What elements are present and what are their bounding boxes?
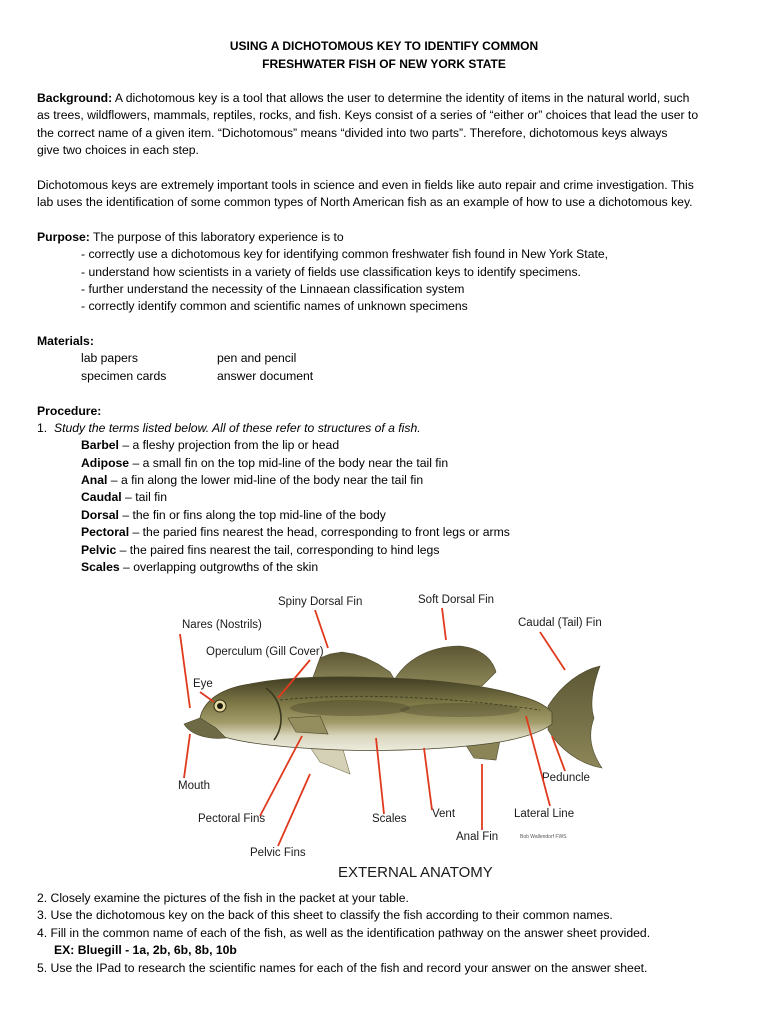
- materials-item: pen and pencil: [217, 351, 297, 365]
- label-mouth: Mouth: [178, 780, 210, 792]
- label-vent: Vent: [432, 808, 456, 820]
- procedure-step-3: 3. Use the dichotomous key on the back of this sheet to classify the fish according to their common names.: [37, 908, 613, 922]
- term-adipose: Adipose – a small fin on the top mid-line of the body near the tail fin: [81, 456, 449, 470]
- background-line-4: give two choices in each step.: [37, 143, 199, 157]
- term-barbel: Barbel – a fleshy projection from the lip or head: [81, 438, 340, 452]
- label-operculum: Operculum (Gill Cover): [206, 646, 324, 658]
- background-label: Background:: [37, 91, 113, 105]
- label-nares: Nares (Nostrils): [182, 619, 262, 631]
- term-pelvic: Pelvic – the paired fins nearest the tail, corresponding to hind legs: [81, 543, 440, 557]
- label-soft-dorsal: Soft Dorsal Fin: [418, 594, 495, 606]
- procedure-step-1: 1. Study the terms listed below. All of these refer to structures of a fish.: [37, 421, 421, 435]
- background-line-2: as trees, wildflowers, mammals, reptiles, rocks, and fish. Keys consist of a series of “either or” choices that lead the user to: [37, 108, 699, 122]
- procedure-label: Procedure:: [37, 404, 102, 418]
- caudal-fin-shape: [548, 666, 602, 768]
- purpose-heading: Purpose: The purpose of this laboratory experience is to: [37, 230, 344, 244]
- procedure-step-2: 2. Closely examine the pictures of the fish in the packet at your table.: [37, 891, 409, 905]
- purpose-item: - correctly identify common and scientific names of unknown specimens: [81, 299, 468, 313]
- materials-item: lab papers: [81, 351, 138, 365]
- procedure-step-5: 5. Use the IPad to research the scientific names for each of the fish and record your answer on the answer sheet.: [37, 961, 648, 975]
- materials-label: Materials:: [37, 334, 94, 348]
- figure-credit: Bob Wallendorf FWS: [520, 834, 567, 840]
- procedure-example: EX: Bluegill - 1a, 2b, 6b, 8b, 10b: [54, 943, 237, 957]
- intro-line-2: lab uses the identification of some common types of North American fish as an example of how to use a dichotomous key.: [37, 195, 693, 209]
- fish-anatomy-figure: [170, 588, 610, 886]
- intro-line-1: Dichotomous keys are extremely important tools in science and even in fields like auto repair and crime investigation. This: [37, 178, 694, 192]
- label-eye: Eye: [193, 678, 213, 690]
- label-pectoral: Pectoral Fins: [198, 813, 266, 825]
- term-scales: Scales – overlapping outgrowths of the skin: [81, 560, 319, 574]
- label-spiny-dorsal: Spiny Dorsal Fin: [278, 596, 363, 608]
- procedure-step-4: 4. Fill in the common name of each of the fish, as well as the identification pathway on the answer sheet provided.: [37, 926, 651, 940]
- label-caudal: Caudal (Tail) Fin: [518, 617, 602, 629]
- term-caudal: Caudal – tail fin: [81, 490, 168, 504]
- label-lateral-line: Lateral Line: [514, 808, 575, 820]
- fish-illustration: [184, 646, 602, 774]
- page-title-line2: FRESHWATER FISH OF NEW YORK STATE: [262, 57, 506, 71]
- purpose-item: - further understand the necessity of the Linnaean classification system: [81, 282, 465, 296]
- label-peduncle: Peduncle: [542, 772, 590, 784]
- label-pelvic: Pelvic Fins: [250, 847, 306, 859]
- page-title-line1: USING A DICHOTOMOUS KEY TO IDENTIFY COMMON: [229, 39, 539, 53]
- figure-caption: EXTERNAL ANATOMY: [338, 864, 493, 881]
- term-anal: Anal – a fin along the lower mid-line of the body near the tail fin: [81, 473, 424, 487]
- materials-item: specimen cards: [81, 369, 167, 383]
- background-line-3: the correct name of a given item. “Dichotomous” means “divided into two parts”. Therefore, dichotomous keys always: [37, 126, 668, 140]
- purpose-item: - understand how scientists in a variety of fields use classification keys to identify specimens.: [81, 265, 581, 279]
- label-anal: Anal Fin: [456, 831, 499, 843]
- purpose-label: Purpose:: [37, 230, 90, 244]
- materials-item: answer document: [217, 369, 314, 383]
- label-scales: Scales: [372, 813, 407, 825]
- term-dorsal: Dorsal – the fin or fins along the top mid-line of the body: [81, 508, 386, 522]
- term-pectoral: Pectoral – the paried fins nearest the head, corresponding to front legs or arms: [81, 525, 510, 539]
- background-line-1: Background: A dichotomous key is a tool that allows the user to determine the identity of items in the natural world, such: [37, 91, 690, 105]
- purpose-item: - correctly use a dichotomous key for identifying common freshwater fish found in New York State,: [81, 247, 609, 261]
